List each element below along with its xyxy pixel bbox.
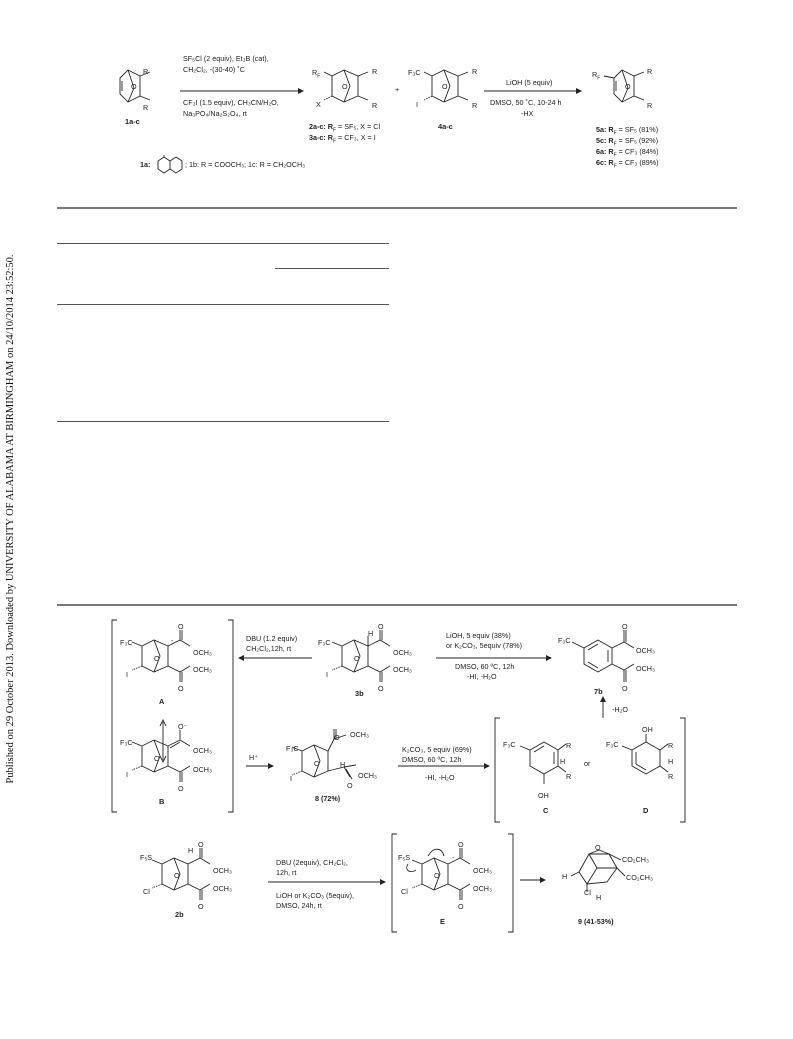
i-label: I — [126, 670, 128, 679]
o-label: O — [198, 902, 204, 911]
r-label: R — [668, 741, 674, 750]
r-label: R — [372, 101, 378, 110]
condition-k2co3-2: DMSO, 60 ºC, 12h — [402, 755, 462, 764]
intermediate-label-B: B — [159, 797, 165, 806]
och3-label: OCH₃ — [393, 665, 412, 674]
compound-label-8: 8 (72%) — [315, 794, 341, 803]
o-label: O — [314, 759, 320, 768]
r-label: R — [647, 101, 653, 110]
o-label: O — [595, 843, 601, 852]
intermediate-label-A: A — [159, 697, 165, 706]
och3-label: OCH₃ — [213, 884, 232, 893]
o-label: O — [354, 654, 360, 663]
or-text: or — [584, 759, 591, 768]
substituent-1a: 1a: — [140, 160, 151, 169]
condition-k2co3-3: -HI, -H₂O — [425, 773, 455, 782]
result-5a: 5a: $R_F = SF_5$ (81%) — [596, 125, 659, 137]
result-5c: 5c: $R_F = SF_5$ (92%) — [596, 136, 659, 148]
f5s-label: F₅S — [398, 853, 411, 862]
condition-lioh-2: or K₂CO₃, 5equiv (78%) — [446, 641, 523, 650]
f3c-label: F₃C — [120, 638, 133, 647]
o-label: O — [622, 684, 628, 693]
f3c-label: F₃C — [606, 740, 619, 749]
cl-label: Cl — [401, 887, 408, 896]
intermediate-label-E: E — [440, 917, 445, 926]
och3-label: OCH₃ — [193, 648, 212, 657]
compound-label-2b: 2b — [175, 910, 184, 919]
condition-lioh-4: -HI, -H₂O — [467, 672, 497, 681]
h-label: H — [368, 629, 374, 638]
co2ch3-label: CO₂CH₃ — [626, 873, 653, 882]
o-label: O — [378, 684, 384, 693]
f3c-label: F₃C — [318, 638, 331, 647]
o-label: O — [458, 840, 464, 849]
r-label: R — [143, 103, 149, 112]
condition-b1: LiOH (5 equiv) — [506, 78, 553, 87]
och3-label: OCH₃ — [393, 648, 412, 657]
o-label: O — [198, 840, 204, 849]
o-label: O — [458, 902, 464, 911]
download-notice: Published on 29 October 2013. Downloaded by UNIVERSITY OF ALABAMA AT BIRMINGHAM on 24/10/2014 23:52:50. — [5, 254, 16, 784]
condition-a4: Na₃PO₄/Na₂S₂O₄, rt — [183, 109, 247, 118]
cl-label: Cl — [584, 888, 591, 897]
h-label: H — [562, 872, 568, 881]
och3-label: OCH₃ — [473, 866, 492, 875]
h-label: H — [340, 760, 346, 769]
r-label: R — [566, 772, 572, 781]
f3c-label: F₃C — [408, 68, 421, 77]
h-label: H — [596, 893, 602, 902]
och3-label: OCH₃ — [636, 646, 655, 655]
bracket-left-e — [392, 834, 397, 932]
result-6c: 6c: $R_F = CF_3$ (89%) — [596, 158, 659, 170]
structure-2b — [152, 848, 210, 900]
cl-label: Cl — [143, 887, 150, 896]
o-minus-label: O⁻ — [178, 722, 188, 731]
r-label: R — [143, 67, 149, 76]
carbanion-label: - — [171, 636, 174, 645]
condition-dbu-1: DBU (1.2 equiv) — [246, 634, 298, 643]
i-label: I — [416, 100, 418, 109]
compound-label-9: 9 (41-53%) — [578, 917, 614, 926]
och3-label: OCH₃ — [473, 884, 492, 893]
r-label: R — [668, 772, 674, 781]
condition-lioh-1: LiOH, 5 equiv (38%) — [446, 631, 511, 640]
f3c-label: F₃C — [558, 636, 571, 645]
x-label: X — [316, 100, 321, 109]
o-label: O — [131, 82, 137, 91]
condition-b3: -HX — [521, 109, 534, 118]
o-label: O — [434, 871, 440, 880]
h-label: H — [188, 846, 194, 855]
o-label: O — [347, 781, 353, 790]
condition-lioh-1: LiOH or K₂CO₃ (5equiv), — [276, 891, 355, 900]
intermediate-label-C: C — [543, 806, 549, 815]
f3c-label: F₃C — [120, 738, 133, 747]
o-label: O — [154, 754, 160, 763]
o-label: O — [178, 684, 184, 693]
o-label: O — [378, 622, 384, 631]
h-label: H — [560, 757, 566, 766]
o-label: O — [625, 82, 631, 91]
i-label: I — [326, 670, 328, 679]
bracket-right-e — [508, 834, 513, 932]
compound-label-1ac: 1a-c — [125, 117, 140, 126]
plus-sign: + — [395, 85, 400, 94]
result-6a: 6a: $R_F = CF_3$ (84%) — [596, 147, 659, 159]
rf-label: $R_F$ — [312, 68, 321, 80]
o-label: O — [174, 871, 180, 880]
o-label: O — [154, 654, 160, 663]
condition-dbu-1: DBU (2equiv), CH₂Cl₂, — [276, 858, 348, 867]
condition-k2co3-1: K₂CO₃, 5 equiv (69%) — [402, 745, 472, 754]
condition-a2: CH₂Cl₂, -(30-40) ˚C — [183, 65, 245, 74]
rf-label: $R_F$ — [592, 70, 601, 82]
i-label: I — [126, 770, 128, 779]
o-label: O — [178, 622, 184, 631]
o-label: O — [334, 733, 340, 742]
product-2ac: 2a-c: $R_F = SF_5$, X = Cl — [309, 122, 381, 134]
intermediate-label-D: D — [643, 806, 649, 815]
product-3ac: 3a-c: $R_F = CF_3$, X = I — [309, 133, 376, 145]
och3-label: OCH₃ — [636, 664, 655, 673]
compound-label-3b: 3b — [355, 689, 364, 698]
och3-label: OCH₃ — [193, 665, 212, 674]
carbanion-label: - — [452, 853, 455, 862]
condition-dbu-2: 12h, rt — [276, 868, 297, 877]
oh-label: OH — [538, 791, 549, 800]
water-loss-label: -H₂O — [612, 705, 628, 714]
compound-label-7b: 7b — [594, 687, 603, 696]
condition-b2: DMSO, 50 ˚C, 10-24 h — [490, 98, 562, 107]
f5s-label: F₅S — [140, 853, 153, 862]
och3-label: OCH₃ — [193, 765, 212, 774]
f3c-label: F₃C — [286, 744, 299, 753]
co2ch3-label: CO₂CH₃ — [622, 855, 649, 864]
r-label: R — [372, 67, 378, 76]
och3-label: OCH₃ — [350, 730, 369, 739]
och3-label: OCH₃ — [193, 746, 212, 755]
condition-lioh-3: DMSO, 60 ºC, 12h — [455, 662, 515, 671]
i-label: I — [290, 774, 292, 783]
structure-9 — [571, 850, 625, 892]
oh-label: OH — [642, 725, 653, 734]
o-label: O — [178, 784, 184, 793]
o-label: O — [442, 82, 448, 91]
condition-a3: CF₃I (1.5 equiv), CH₃CN/H₂O, — [183, 98, 279, 107]
o-label: O — [342, 82, 348, 91]
o-label: O — [622, 622, 628, 631]
r-label: R — [566, 741, 572, 750]
condition-lioh-2: DMSO, 24h, rt — [276, 901, 322, 910]
compound-label-4ac: 4a-c — [438, 122, 453, 131]
condition-dbu-2: CH₂Cl₂,12h, rt — [246, 644, 292, 653]
proton-label: H⁺ — [249, 753, 258, 762]
r-label: R — [647, 67, 653, 76]
substituent-1b-1c: ; 1b: R = COOCH₃; 1c: R = CH₂OCH₃ — [185, 160, 306, 169]
och3-label: OCH₃ — [213, 866, 232, 875]
condition-a1: SF₅Cl (2 equiv), Et₃B (cat), — [183, 54, 269, 63]
och3-label: OCH₃ — [358, 771, 377, 780]
h-label: H — [668, 757, 674, 766]
r-label: R — [472, 101, 478, 110]
r-label: R — [472, 67, 478, 76]
f3c-label: F₃C — [503, 740, 516, 749]
